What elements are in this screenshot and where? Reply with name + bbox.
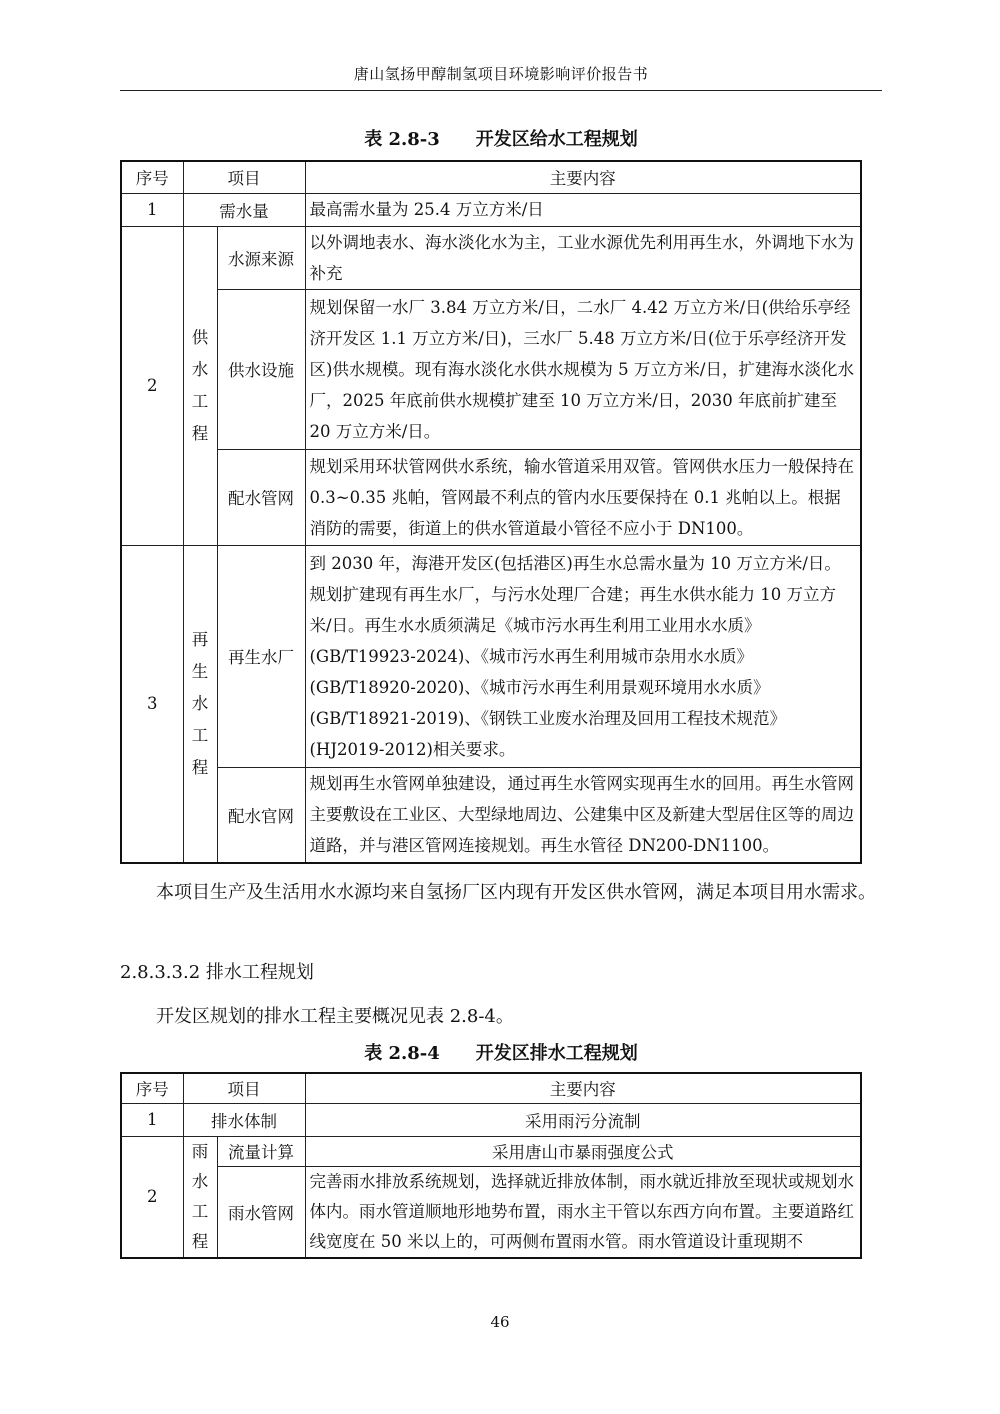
row-item: 排水体制 [183, 1103, 305, 1136]
table-row [121, 1166, 861, 1258]
group-seq: 2 [121, 226, 183, 545]
table-row [121, 226, 861, 289]
row-seq: 1 [121, 193, 183, 226]
table-row [121, 1136, 861, 1166]
group-seq: 3 [121, 545, 183, 863]
row-content: 规划保留一水厂 3.84 万立方米/日，二水厂 4.42 万立方米/日(供给乐亭经济开发区 1.1 万立方米/日)，三水厂 5.48 万立方米/日(位于乐亭经济开发区)供水规模。现有海水淡化水供水规模为 5 万立方米/日，扩建海水淡化水厂，2025 年底前供水规模扩建至 10 万立方米/日，2030 年底前扩建至 20 万立方米/日。 [305, 289, 861, 449]
header-rule [120, 90, 882, 91]
section-heading: 2.8.3.3.2 排水工程规划 [120, 962, 314, 983]
table-row [121, 767, 861, 863]
table2-caption-number: 表 2.8-4 [364, 1043, 440, 1064]
row-content: 规划再生水管网单独建设，通过再生水管网实现再生水的回用。再生水管网主要敷设在工业区、大型绿地周边、公建集中区及新建大型居住区等的周边道路，并与港区管网连接规划。再生水管径 DN200-DN1100。 [305, 767, 861, 863]
group-name: 供 水 工 程 [183, 226, 217, 545]
row-sub-item: 雨水管网 [217, 1166, 305, 1258]
row-sub-item: 配水管网 [217, 449, 305, 545]
table-row [121, 1103, 861, 1136]
drainage-table [120, 1072, 862, 1259]
table2-caption [120, 1042, 882, 1066]
row-sub-item: 配水官网 [217, 767, 305, 863]
table-header-row [121, 161, 861, 193]
group-seq: 2 [121, 1136, 183, 1258]
table1-caption [120, 128, 882, 152]
col-header-item: 项目 [183, 161, 305, 193]
body-paragraph: 开发区规划的排水工程主要概况见表 2.8-4。 [156, 1006, 514, 1027]
table2-caption-title: 开发区排水工程规划 [475, 1043, 638, 1064]
row-seq: 1 [121, 1103, 183, 1136]
row-item: 需水量 [183, 193, 305, 226]
col-header-item: 项目 [183, 1073, 305, 1103]
row-sub-item: 水源来源 [217, 226, 305, 289]
table-row [121, 289, 861, 449]
row-content: 采用唐山市暴雨强度公式 [305, 1136, 861, 1166]
row-content: 以外调地表水、海水淡化水为主，工业水源优先利用再生水，外调地下水为补充 [305, 226, 861, 289]
col-header-seq: 序号 [121, 1073, 183, 1103]
table-row [121, 193, 861, 226]
col-header-seq: 序号 [121, 161, 183, 193]
running-header: 唐山氢扬甲醇制氢项目环境影响评价报告书 [353, 65, 649, 83]
page-number: 46 [490, 1313, 510, 1331]
table1-caption-title: 开发区给水工程规划 [475, 129, 638, 150]
table-row [121, 449, 861, 545]
row-sub-item: 再生水厂 [217, 545, 305, 767]
body-paragraph: 本项目生产及生活用水水源均来自氢扬厂区内现有开发区供水管网，满足本项目用水需求。 [156, 882, 876, 903]
table1-caption-number: 表 2.8-3 [364, 129, 440, 150]
table-row [121, 545, 861, 767]
row-content: 采用雨污分流制 [305, 1103, 861, 1136]
col-header-content: 主要内容 [305, 161, 861, 193]
group-name: 雨 水 工 程 [183, 1136, 217, 1258]
col-header-content: 主要内容 [305, 1073, 861, 1103]
water-supply-table [120, 160, 862, 864]
group-name: 再 生 水 工 程 [183, 545, 217, 863]
row-content: 到 2030 年，海港开发区(包括港区)再生水总需水量为 10 万立方米/日。规划扩建现有再生水厂，与污水处理厂合建；再生水供水能力 10 万立方米/日。再生水水质须满足《城市污水再生利用工业用水水质》(GB/T19923-2024)、《城市污水再生利用城市杂用水水质》(GB/T18920-2020)、《城市污水再生利用景观环境用水水质》(GB/T18921-2019)、《钢铁工业废水治理及回用工程技术规范》(HJ2019-2012)相关要求。 [305, 545, 861, 767]
row-content: 完善雨水排放系统规划，选择就近排放体制，雨水就近排放至现状或规划水体内。雨水管道顺地形地势布置，雨水主干管以东西方向布置。主要道路红线宽度在 50 米以上的，可两侧布置雨水管。雨水管道设计重现期不 [305, 1166, 861, 1258]
row-content: 最高需水量为 25.4 万立方米/日 [305, 193, 861, 226]
row-content: 规划采用环状管网供水系统，输水管道采用双管。管网供水压力一般保持在 0.3~0.35 兆帕，管网最不利点的管内水压要保持在 0.1 兆帕以上。根据消防的需要，街道上的供水管道最小管径不应小于 DN100。 [305, 449, 861, 545]
row-sub-item: 流量计算 [217, 1136, 305, 1166]
row-sub-item: 供水设施 [217, 289, 305, 449]
table-header-row [121, 1073, 861, 1103]
